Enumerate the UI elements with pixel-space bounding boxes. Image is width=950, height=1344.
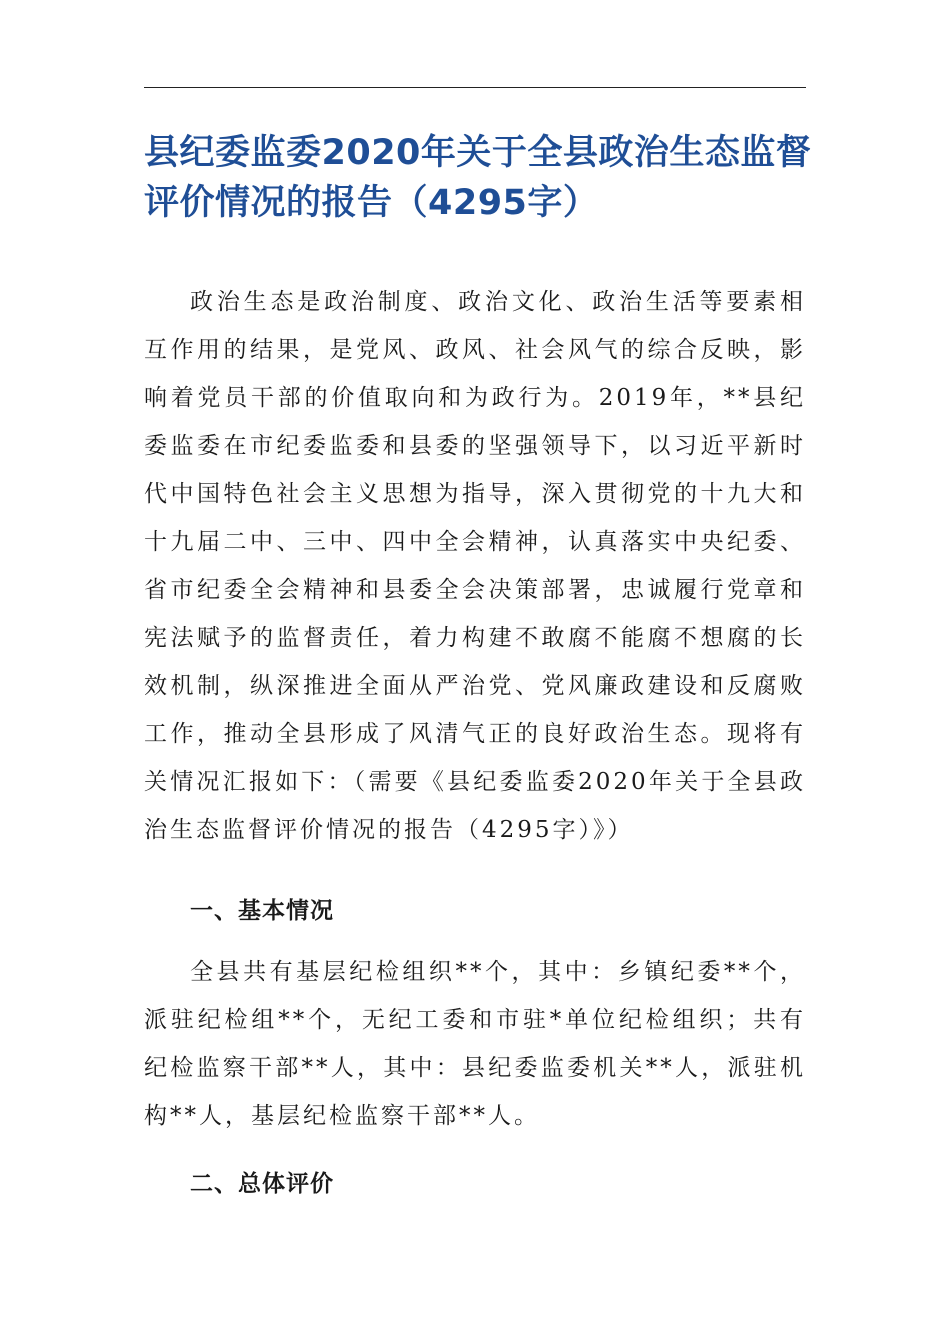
- top-divider: [144, 87, 806, 88]
- section-heading-overall-evaluation: 二、总体评价: [190, 1171, 334, 1197]
- document-title: 县纪委监委2020年关于全县政治生态监督评价情况的报告（4295字）: [144, 133, 812, 223]
- section-heading-basic-situation: 一、基本情况: [190, 898, 334, 924]
- basic-situation-paragraph: 全县共有基层纪检组织**个，其中：乡镇纪委**个，派驻纪检组**个，无纪工委和市驻*单位纪检组织；共有纪检监察干部**人，其中：县纪委监委机关**人，派驻机构**人，基层纪检监察干部**人。: [144, 959, 806, 1129]
- intro-paragraph: 政治生态是政治制度、政治文化、政治生活等要素相互作用的结果，是党风、政风、社会风气的综合反映，影响着党员干部的价值取向和为政行为。2019年，**县纪委监委在市纪委监委和县委的坚强领导下，以习近平新时代中国特色社会主义思想为指导，深入贯彻党的十九大和十九届二中、三中、四中全会精神，认真落实中央纪委、省市纪委全会精神和县委全会决策部署，忠诚履行党章和宪法赋予的监督责任，着力构建不敢腐不能腐不想腐的长效机制，纵深推进全面从严治党、党风廉政建设和反腐败工作，推动全县形成了风清气正的良好政治生态。现将有关情况汇报如下：（需要《县纪委监委2020年关于全县政治生态监督评价情况的报告（4295字）》）: [144, 289, 806, 843]
